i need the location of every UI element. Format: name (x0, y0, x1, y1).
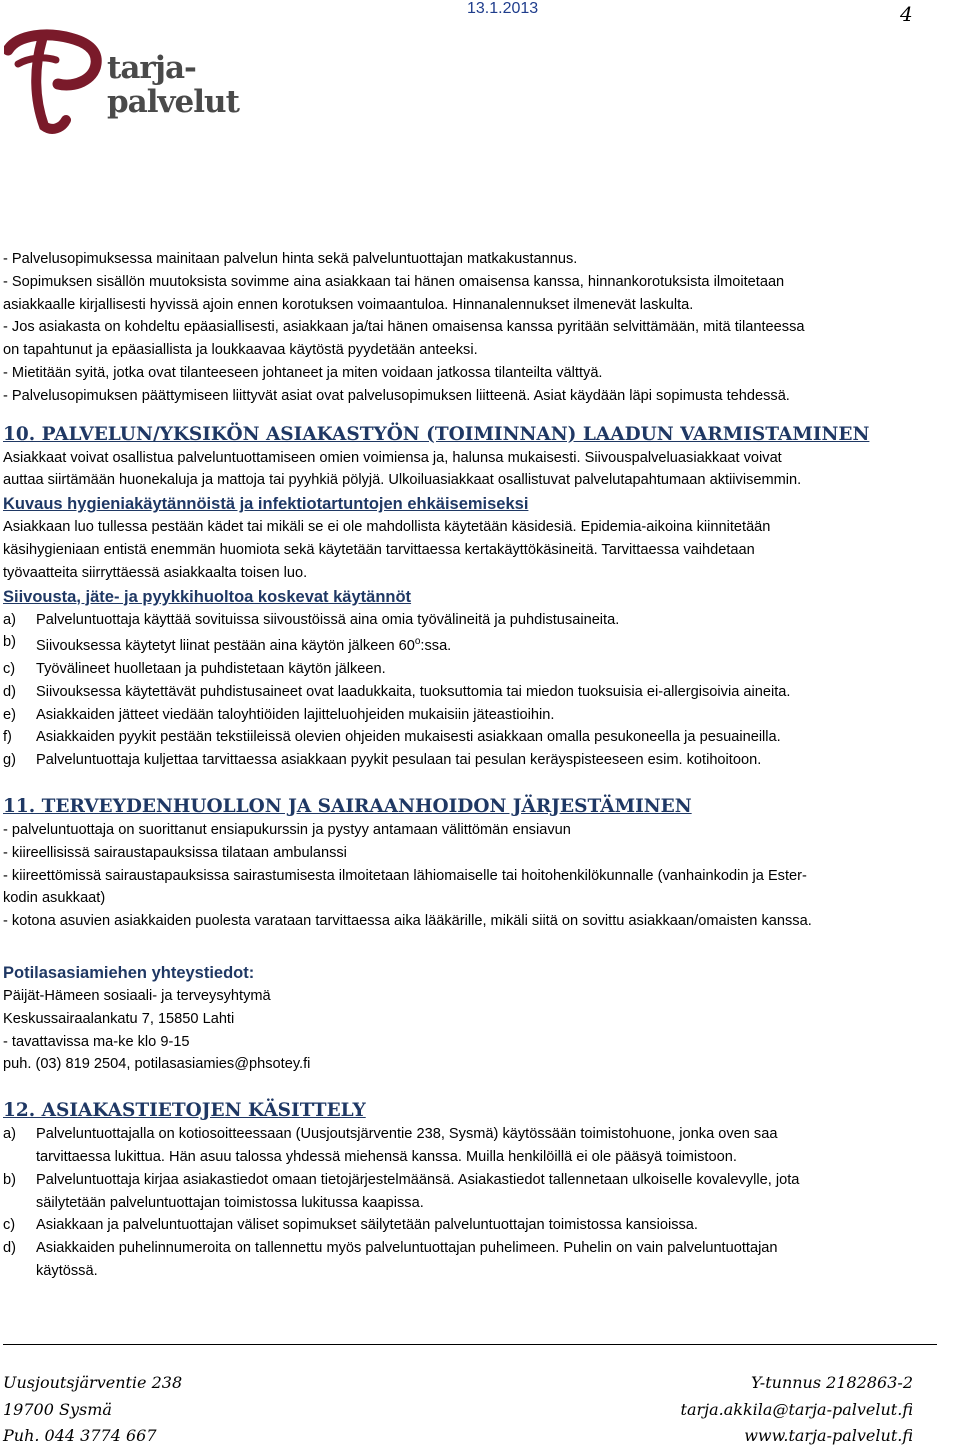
ombudsman-line: Päijät-Hämeen sosiaali- ja terveysyhtymä (3, 987, 271, 1004)
company-logo (4, 28, 244, 138)
cleaning-heading: Siivousta, jäte- ja pyykkihuoltoa koskevat käytännöt (3, 587, 412, 606)
list-text: Asiakkaiden jätteet viedään taloyhtiöiden lajitteluohjeiden mukaisiin jäteastioihin. (36, 706, 555, 723)
section-11-line: - palveluntuottaja on suorittanut ensiapukurssin ja pystyy antamaan välittömän ensiavun (3, 822, 571, 838)
document-body (3, 248, 957, 1283)
list-text-after: :ssa. (420, 638, 452, 655)
list-text: Työvälineet huolletaan ja puhdistetaan käytön jälkeen. (36, 661, 386, 678)
logo-text-line1: tarja- (107, 50, 196, 86)
ombudsman-line: puh. (03) 819 2504, potilasasiamies@phsotey.fi (3, 1056, 311, 1073)
records-item (3, 1123, 957, 1169)
intro-line: - Sopimuksen sisällön muutoksista sovimme aina asiakkaan tai hänen omaisensa kanssa, hinnankorotuksista ilmoitetaan (3, 273, 785, 290)
footer-divider (3, 1344, 937, 1345)
footer-website[interactable]: www.tarja-palvelut.fi (744, 1426, 913, 1445)
ombudsman-heading: Potilasasiamiehen yhteystiedot: (3, 963, 255, 982)
hygiene-line: käsihygieniaan entistä enemmän huomiota sekä käytetään tarvittaessa kertakäyttökäsineitä. Tarvittaessa vaihdetaan (3, 541, 755, 558)
cleaning-item (3, 658, 957, 681)
list-marker: d) (3, 683, 16, 700)
section-11-heading: 11. TERVEYDENHUOLLON JA SAIRAANHOIDON JÄRJESTÄMINEN (3, 796, 692, 817)
list-marker: a) (3, 611, 16, 628)
hygiene-line: työvaatteita siirryttäessä asiakkaalta toisen luo. (3, 564, 308, 581)
intro-line: asiakkaalle kirjallisesti hyvissä ajoin ennen korotuksen voimaantuloa. Hinnanalennukset ilmenevät laskulta. (3, 296, 694, 313)
list-marker: c) (3, 1217, 16, 1234)
section-12-heading: 12. ASIAKASTIETOJEN KÄSITTELY (3, 1100, 366, 1122)
cleaning-item (3, 631, 957, 658)
page-footer (3, 1370, 913, 1450)
records-item (3, 1169, 957, 1215)
cleaning-item (3, 681, 957, 704)
records-item (3, 1214, 957, 1237)
list-text: Siivouksessa käytetyt liinat pestään aina käytön jälkeen 60 (36, 638, 415, 655)
intro-line: - Palvelusopimuksessa mainitaan palvelun hinta sekä palveluntuottajan matkakustannus. (3, 251, 578, 267)
records-item (3, 1237, 957, 1283)
list-marker: b) (3, 1171, 16, 1188)
footer-email[interactable]: tarja.akkila@tarja-palvelut.fi (680, 1399, 913, 1419)
footer-address: Uusjoutsjärventie 238 (3, 1373, 183, 1392)
section-11-line: - kiireellisissä sairaustapauksissa tilataan ambulanssi (3, 844, 347, 861)
list-marker: e) (3, 706, 16, 723)
logo-text-line2: palvelut (107, 84, 239, 120)
cleaning-item (3, 704, 957, 727)
intro-line: - Palvelusopimuksen päättymiseen liittyvät asiat ovat palvelusopimuksen liitteenä. Asiat käydään läpi sopimusta tehdessä. (3, 387, 790, 404)
cleaning-item (3, 609, 957, 632)
list-text: Palveluntuottajalla on kotiosoitteessaan (Uusjoutsjärventie 238, Sysmä) käytössään toimistohuone, jonka oven saa (36, 1126, 778, 1143)
hygiene-line: Asiakkaan luo tullessa pestään kädet tai mikäli se ei ole mahdollista käytetään käsidesiä. Epidemia-aikoina kiinnitetään (3, 519, 771, 536)
section-10-heading: 10. PALVELUN/YKSIKÖN ASIAKASTYÖN (TOIMINNAN) LAADUN VARMISTAMINEN (3, 423, 870, 445)
list-text: Siivouksessa käytettävät puhdistusaineet ovat laadukkaita, tuoksuttomia tai miedon tuoksuisia ei-allergisoivia aineita. (36, 683, 791, 700)
footer-phone: Puh. 044 3774 667 (3, 1426, 157, 1445)
ombudsman-line: - tavattavissa ma-ke klo 9-15 (3, 1033, 190, 1050)
list-marker: c) (3, 661, 16, 678)
cleaning-item (3, 749, 957, 772)
page-number: 4 (900, 2, 913, 26)
degree-sup: o (414, 636, 421, 648)
section-11-line: kodin asukkaat) (3, 890, 106, 907)
cleaning-item (3, 726, 957, 749)
list-text: tarvittaessa lukittua. Hän asuu talossa yhdessä miehensä kanssa. Muilla henkilöillä ei ole pääsyä toimistoon. (36, 1148, 737, 1165)
list-marker: d) (3, 1240, 16, 1257)
section-11-line: - kiireettömissä sairaustapauksissa sairastumisesta ilmoitetaan lähiomaiselle tai hoitohenkilökunnalle (vanhainkodin ja Ester- (3, 867, 807, 884)
section-11-line: - kotona asuvien asiakkaiden puolesta varataan tarvittaessa aika lääkärille, mikäli siitä on sovittu asiakkaan/omaisten kanssa. (3, 913, 812, 930)
intro-line: - Mietitään syitä, jotka ovat tilanteeseen johtaneet ja miten voidaan jatkossa tilanteilta välttyä. (3, 364, 603, 381)
list-text: säilytetään palveluntuottajan toimistossa lukitussa kaapissa. (36, 1194, 424, 1211)
tp-monogram-icon (4, 28, 104, 138)
section-10-line: Asiakkaat voivat osallistua palveluntuottamiseen omien voimiensa ja, halunsa mukaisesti. Siivouspalveluasiakkaat voivat (3, 449, 782, 466)
list-text: Asiakkaiden puhelinnumeroita on tallennettu myös palveluntuottajan puhelimeen. Puhelin on vain palveluntuottajan (36, 1240, 778, 1257)
list-text: käytössä. (36, 1262, 98, 1279)
list-text: Palveluntuottaja kirjaa asiakastiedot omaan tietojärjestelmäänsä. Asiakastiedot tallennetaan ulkoiselle kovalevylle, jota (36, 1171, 800, 1188)
list-marker: g) (3, 752, 16, 769)
hygiene-heading: Kuvaus hygieniakäytännöistä ja infektiotartuntojen ehkäisemiseksi (3, 495, 529, 514)
intro-line: on tapahtunut ja epäasiallista ja loukkaavaa käytöstä pyydetään anteeksi. (3, 342, 478, 359)
list-text: Asiakkaiden pyykit pestään tekstiileissä olevien ohjeiden mukaisesti asiakkaan omalla pesukoneella ja pesuaineilla. (36, 729, 781, 746)
list-marker: f) (3, 729, 12, 746)
page-date: 13.1.2013 (467, 0, 539, 17)
list-marker: b) (3, 634, 16, 651)
section-10-line: auttaa siirtämään huonekaluja ja mattoja tai pyyhkiä pölyjä. Ulkoiluasiakkaat osallistuvat palvelutapahtumaan aktiivisemmin. (3, 472, 802, 489)
footer-business-id: Y-tunnus 2182863-2 (751, 1373, 913, 1392)
list-marker: a) (3, 1126, 16, 1143)
list-text: Palveluntuottaja kuljettaa tarvittaessa asiakkaan pyykit pesulaan tai pesulan keräyspisteeseen esim. kotihoitoon. (36, 752, 762, 769)
footer-postal: 19700 Sysmä (3, 1399, 112, 1419)
list-text: Asiakkaan ja palveluntuottajan väliset sopimukset säilytetään palveluntuottajan toimistossa kansioissa. (36, 1217, 698, 1234)
intro-line: - Jos asiakasta on kohdeltu epäasiallisesti, asiakkaan ja/tai hänen omaisensa kanssa pyritään selvittämään, mitä tilanteessa (3, 319, 805, 336)
ombudsman-line: Keskussairaalankatu 7, 15850 Lahti (3, 1010, 235, 1027)
list-text: Palveluntuottaja käyttää sovituissa siivoustöissä aina omia työvälineitä ja puhdistusaineita. (36, 611, 620, 628)
